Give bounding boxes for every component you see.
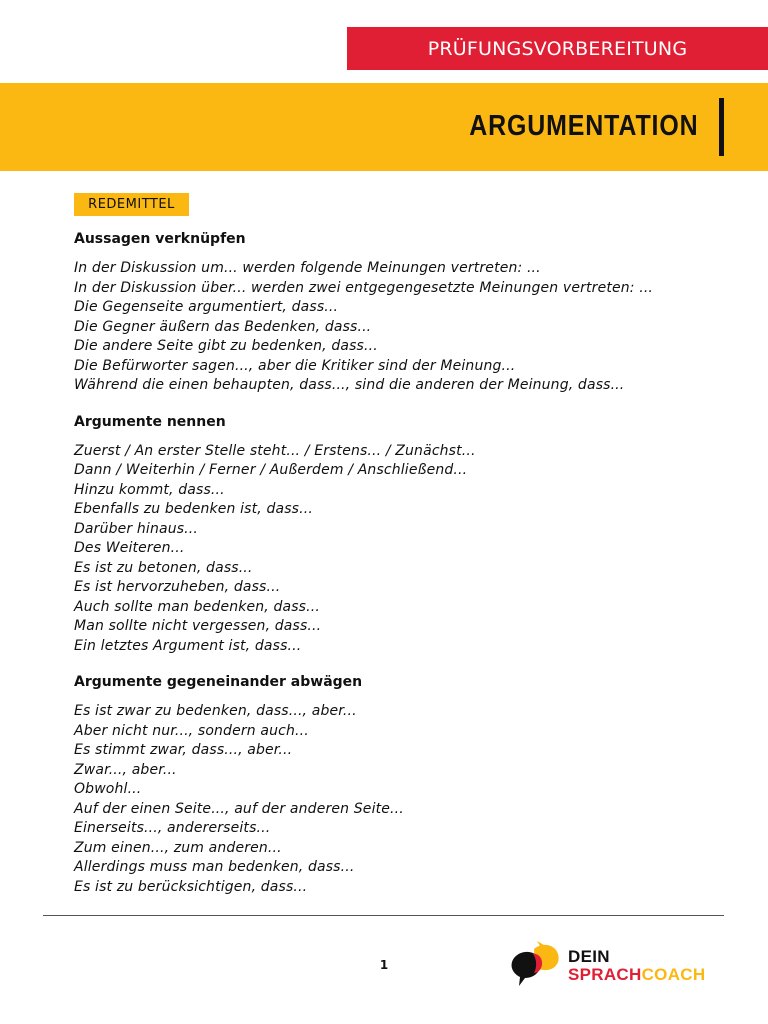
phrase-item: Darüber hinaus... (74, 520, 198, 537)
phrase-item: Dann / Weiterhin / Ferner / Außerdem / Anschließend... (74, 462, 468, 478)
phrase-list (74, 259, 734, 396)
section-abwaegen (74, 673, 734, 897)
logo-line-sprachcoach (568, 966, 705, 984)
phrase-item: Ebenfalls zu bedenken ist, dass... (74, 501, 313, 517)
phrase-item: Hinzu kommt, dass... (74, 481, 225, 498)
phrase-item: In der Diskussion über... werden zwei entgegengesetzte Meinungen vertreten: ... (74, 279, 654, 296)
phrase-item: Während die einen behaupten, dass..., sind die anderen der Meinung, dass... (74, 377, 625, 393)
category-badge: REDEMITTEL (74, 193, 189, 216)
section-heading: Argumente nennen (74, 413, 226, 430)
phrase-item: Zuerst / An erster Stelle steht... / Erstens... / Zunächst... (74, 442, 476, 459)
phrase-item: Auf der einen Seite..., auf der anderen Seite... (74, 800, 404, 817)
phrase-item: Auch sollte man bedenken, dass... (74, 598, 320, 615)
section-heading: Aussagen verknüpfen (74, 231, 246, 247)
phrase-item: Des Weiteren... (74, 540, 185, 556)
phrase-item: Es ist hervorzuheben, dass... (74, 579, 281, 595)
phrase-item: Zwar..., aber... (74, 761, 177, 778)
phrase-item: Man sollte nicht vergessen, dass... (74, 618, 322, 634)
phrase-item: Die Gegner äußern das Bedenken, dass... (74, 318, 372, 335)
phrase-item: Zum einen..., zum anderen... (74, 839, 282, 856)
section-aussagen (74, 230, 734, 396)
footer-divider (43, 915, 724, 916)
phrase-item: Die andere Seite gibt zu bedenken, dass... (74, 338, 378, 354)
section-heading: Argumente gegeneinander abwägen (74, 674, 363, 690)
phrase-list (74, 702, 734, 897)
content-body (74, 230, 734, 914)
phrase-item: Die Befürworter sagen..., aber die Kritiker sind der Meinung... (74, 357, 516, 374)
section-tag: PRÜFUNGSVORBEREITUNG (347, 27, 768, 70)
phrase-item: Allerdings muss man bedenken, dass... (74, 859, 355, 875)
phrase-item: Es stimmt zwar, dass..., aber... (74, 742, 293, 758)
speech-bubbles-icon (507, 940, 563, 990)
phrase-item: Aber nicht nur..., sondern auch... (74, 722, 309, 739)
phrase-item: Ein letztes Argument ist, dass... (74, 637, 302, 654)
phrase-list (74, 442, 734, 657)
logo-line-dein: DEIN (568, 947, 610, 966)
page-number: 1 (379, 958, 389, 972)
phrase-item: Es ist zwar zu bedenken, dass..., aber... (74, 703, 357, 719)
phrase-item: Einerseits..., andererseits... (74, 820, 271, 836)
title-bar-accent (719, 98, 724, 156)
section-argumente-nennen (74, 413, 734, 657)
page-title: ARGUMENTATION (468, 110, 698, 142)
phrase-item: In der Diskussion um... werden folgende Meinungen vertreten: ... (74, 260, 541, 276)
phrase-item: Es ist zu betonen, dass... (74, 559, 253, 576)
brand-logo (507, 940, 722, 990)
logo-coach: COACH (641, 965, 706, 984)
logo-wordmark (568, 948, 705, 984)
phrase-item: Die Gegenseite argumentiert, dass... (74, 299, 339, 315)
logo-sprach: SPRACH (568, 965, 642, 984)
phrase-item: Es ist zu berücksichtigen, dass... (74, 878, 308, 895)
phrase-item: Obwohl... (74, 781, 142, 797)
